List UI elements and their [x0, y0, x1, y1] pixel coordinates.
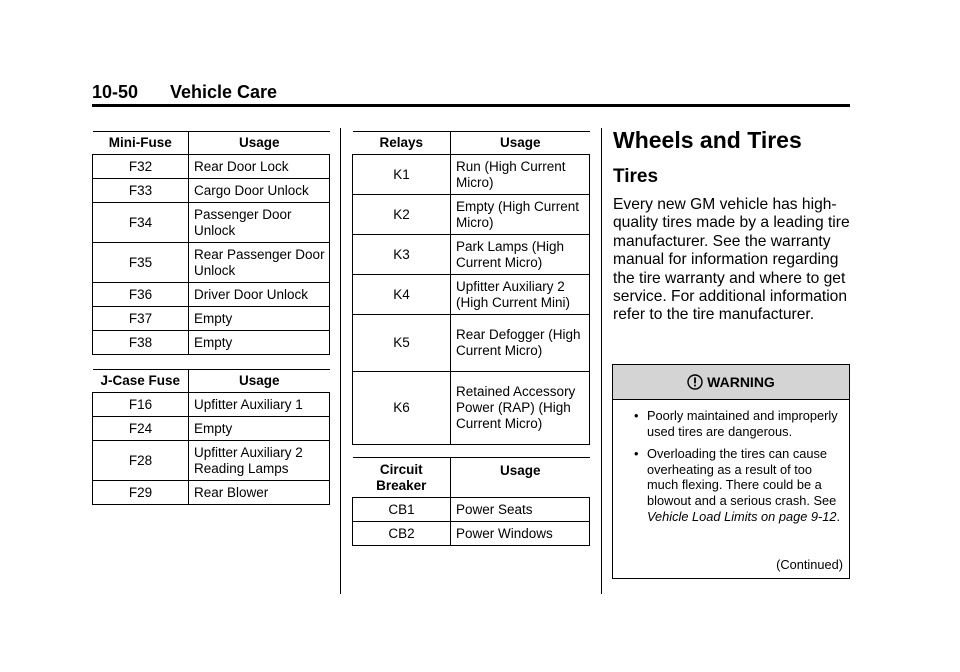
- circuit-breaker-table: [352, 457, 590, 546]
- table-row: [93, 331, 330, 355]
- warning-item-text: Overloading the tires can cause overheating as a result of too much flexing. There could be a blowout and a serious crash. See: [647, 446, 837, 508]
- fuse-id: F28: [93, 441, 189, 481]
- table-row: [353, 315, 590, 372]
- fuse-id: F34: [93, 203, 189, 243]
- jcase-fuse-table: [92, 369, 330, 505]
- column-divider-left: [340, 128, 341, 594]
- table-row: [353, 372, 590, 445]
- table-row: [93, 283, 330, 307]
- column-header: Mini-Fuse: [93, 132, 189, 155]
- warning-title: WARNING: [707, 374, 775, 390]
- breaker-usage: Power Windows: [451, 522, 590, 546]
- table-row: [353, 275, 590, 315]
- column-header: Usage: [451, 132, 590, 155]
- breaker-usage: Power Seats: [451, 498, 590, 522]
- table-row: [353, 155, 590, 195]
- table-row: [93, 307, 330, 331]
- warning-box: [612, 364, 850, 579]
- table-row: [93, 179, 330, 203]
- fuse-usage: Empty: [189, 417, 330, 441]
- table-row: [93, 243, 330, 283]
- relay-id: K2: [353, 195, 451, 235]
- column-header: Usage: [189, 370, 330, 393]
- relay-usage: Retained Accessory Power (RAP) (High Current Micro): [451, 372, 590, 445]
- fuse-id: F32: [93, 155, 189, 179]
- table-row: [93, 481, 330, 505]
- fuse-id: F38: [93, 331, 189, 355]
- relay-usage: Empty (High Current Micro): [451, 195, 590, 235]
- section-title: Vehicle Care: [170, 82, 278, 102]
- fuse-usage: Upfitter Auxiliary 2 Reading Lamps: [189, 441, 330, 481]
- load-limits-reference[interactable]: Vehicle Load Limits on page 9-12: [647, 508, 837, 524]
- warning-list: [613, 400, 849, 524]
- relay-usage: Run (High Current Micro): [451, 155, 590, 195]
- warning-item-text: Poorly maintained and improperly used tires are dangerous.: [647, 408, 838, 439]
- warning-item: [634, 446, 843, 524]
- relay-id: K4: [353, 275, 451, 315]
- table-row: [353, 195, 590, 235]
- fuse-usage: Upfitter Auxiliary 1: [189, 393, 330, 417]
- breaker-id: CB1: [353, 498, 451, 522]
- table-row: [93, 441, 330, 481]
- column-header: J-Case Fuse: [93, 370, 189, 393]
- column-divider-right: [601, 128, 602, 594]
- tires-subheading: Tires: [613, 166, 659, 187]
- relay-id: K1: [353, 155, 451, 195]
- column-header: Usage: [451, 458, 590, 498]
- fuse-id: F24: [93, 417, 189, 441]
- relay-usage: Rear Defogger (High Current Micro): [451, 315, 590, 372]
- fuse-usage: Rear Passenger Door Unlock: [189, 243, 330, 283]
- column-header: Usage: [189, 132, 330, 155]
- fuse-id: F35: [93, 243, 189, 283]
- fuse-usage: Driver Door Unlock: [189, 283, 330, 307]
- column-header: Relays: [353, 132, 451, 155]
- warning-item: [634, 408, 843, 439]
- relay-usage: Upfitter Auxiliary 2 (High Current Mini): [451, 275, 590, 315]
- table-row: [353, 498, 590, 522]
- relay-id: K5: [353, 315, 451, 372]
- table-row: [93, 393, 330, 417]
- fuse-usage: Cargo Door Unlock: [189, 179, 330, 203]
- page-header: [92, 82, 850, 104]
- page-number: 10-50: [92, 82, 139, 102]
- bullet-icon: •: [634, 446, 639, 462]
- wheels-tires-heading: Wheels and Tires: [613, 127, 802, 153]
- breaker-id: CB2: [353, 522, 451, 546]
- warning-header: [613, 365, 849, 400]
- relay-usage: Park Lamps (High Current Micro): [451, 235, 590, 275]
- fuse-usage: Rear Door Lock: [189, 155, 330, 179]
- fuse-id: F37: [93, 307, 189, 331]
- header-rule: [92, 104, 850, 107]
- table-row: [353, 235, 590, 275]
- warning-item-end: .: [836, 508, 841, 524]
- fuse-usage: Rear Blower: [189, 481, 330, 505]
- fuse-id: F29: [93, 481, 189, 505]
- fuse-id: F16: [93, 393, 189, 417]
- continued-label: (Continued): [776, 557, 843, 572]
- tires-paragraph: Every new GM vehicle has high-quality tires made by a leading tire manufacturer. See the warranty manual for information regarding the tire warranty and where to get service. For additional information refer to the tire manufacturer.: [613, 196, 850, 324]
- fuse-usage: Empty: [189, 307, 330, 331]
- table-row: [93, 203, 330, 243]
- column-header: Circuit Breaker: [353, 458, 451, 498]
- mini-fuse-table: [92, 131, 330, 355]
- warning-icon: [687, 374, 703, 390]
- table-row: [93, 417, 330, 441]
- relay-id: K3: [353, 235, 451, 275]
- relays-table: [352, 131, 590, 445]
- fuse-usage: Empty: [189, 331, 330, 355]
- fuse-usage: Passenger Door Unlock: [189, 203, 330, 243]
- table-row: [353, 522, 590, 546]
- fuse-id: F33: [93, 179, 189, 203]
- table-row: [93, 155, 330, 179]
- relay-id: K6: [353, 372, 451, 445]
- fuse-id: F36: [93, 283, 189, 307]
- bullet-icon: •: [634, 408, 639, 423]
